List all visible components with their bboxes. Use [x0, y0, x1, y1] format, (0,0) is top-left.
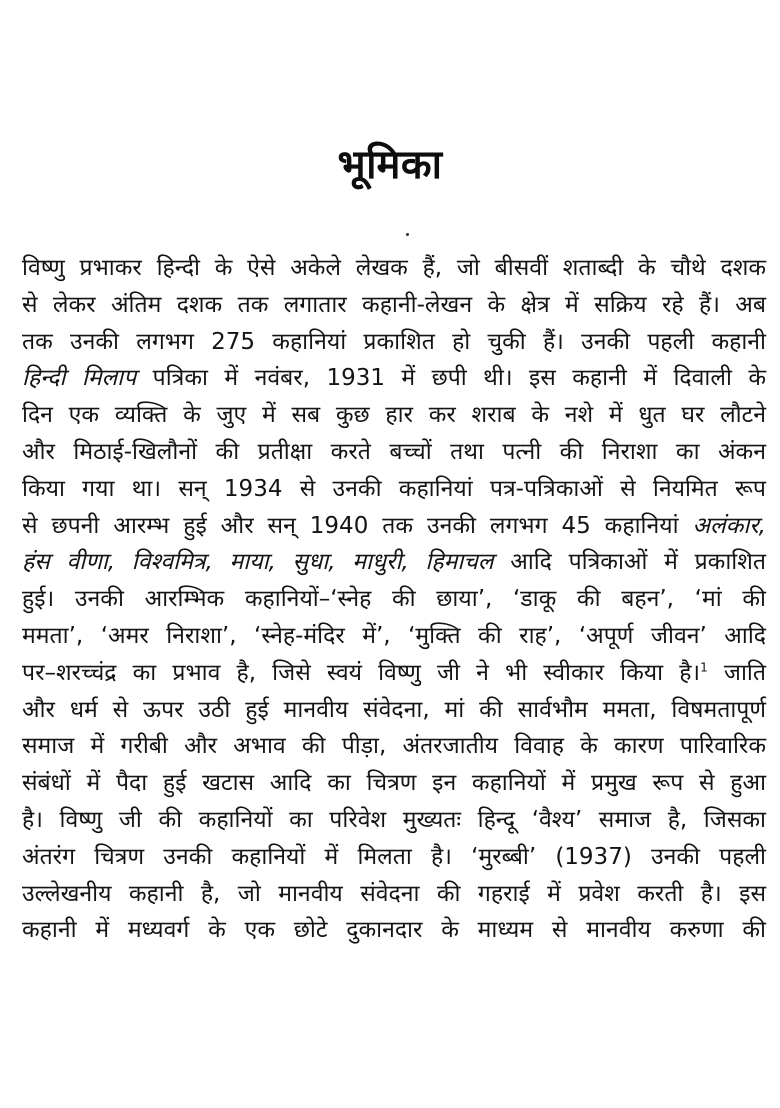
text-line	[22, 912, 766, 949]
text-line	[22, 839, 766, 876]
scan-speck	[406, 233, 409, 236]
text-segment: पत्रिका में नवंबर, 1931 में छपी थी। इस कहानी में दिवाली के	[136, 365, 767, 392]
text-line	[22, 250, 766, 287]
page-title: भूमिका	[337, 141, 443, 188]
text-segment: आदि पत्रिकाओं में प्रकाशित	[493, 549, 766, 576]
text-segment: अंतरंग चित्रण उनकी कहानियों में मिलता है। ‘मुरब्बी’ (1937) उनकी पहली	[22, 843, 766, 870]
text-segment: से लेकर अंतिम दशक तक लगातार कहानी-लेखन के क्षेत्र में सक्रिय रहे हैं। अब	[22, 291, 766, 318]
italic-title-text: हिन्दी मिलाप	[22, 365, 137, 392]
text-line	[22, 360, 766, 397]
text-segment: पर–शरच्चंद्र का प्रभाव है, जिसे स्वयं विष्णु जी ने भी स्वीकार किया है।	[22, 659, 701, 686]
text-segment: किया गया था। सन् 1934 से उनकी कहानियां पत्र-पत्रिकाओं से नियमित रूप	[22, 475, 766, 502]
text-line	[22, 544, 766, 581]
text-line	[22, 876, 766, 913]
text-segment: तक उनकी लगभग 275 कहानियां प्रकाशित हो चुकी हैं। उनकी पहली कहानी	[22, 328, 766, 355]
text-segment: जाति	[707, 659, 767, 686]
text-segment: है। विष्णु जी की कहानियों का परिवेश मुख्यतः हिन्दू ‘वैश्य’ समाज है, जिसका	[22, 806, 766, 833]
body-paragraph	[22, 250, 766, 949]
text-segment: विष्णु प्रभाकर हिन्दी के ऐसे अकेले लेखक हैं, जो बीसवीं शताब्दी के चौथे दशक	[22, 255, 766, 281]
text-segment: हुई। उनकी आरम्भिक कहानियों–‘स्नेह की छाया’, ‘डाकू की बहन’, ‘मां की	[22, 586, 766, 613]
text-segment: और धर्म से ऊपर उठी हुई मानवीय संवेदना, मां की सार्वभौम ममता, विषमतापूर्ण	[22, 696, 766, 723]
text-segment: उल्लेखनीय कहानी है, जो मानवीय संवेदना की गहराई में प्रवेश करती है। इस	[22, 880, 766, 907]
text-line	[22, 508, 766, 545]
text-line	[22, 397, 766, 434]
text-segment: कहानी में मध्यवर्ग के एक छोटे दुकानदार के माध्यम से मानवीय करुणा की	[22, 917, 766, 944]
text-line	[22, 287, 766, 324]
italic-title-text: हंस वीणा, विश्वमित्र, माया, सुधा, माधुरी, हिमाचल	[22, 549, 494, 576]
text-segment: ममता’, ‘अमर निराशा’, ‘स्नेह-मंदिर में’, ‘मुक्ति की राह’, ‘अपूर्ण जीवन’ आदि	[22, 622, 766, 649]
text-segment: से छपनी आरम्भ हुई और सन् 1940 तक उनकी लगभग 45 कहानियां	[22, 512, 693, 539]
text-line	[22, 471, 766, 508]
text-line	[22, 692, 766, 729]
text-line	[22, 618, 766, 655]
text-line	[22, 324, 766, 361]
text-line	[22, 802, 766, 839]
text-line	[22, 581, 766, 618]
text-segment: संबंधों में पैदा हुई खटास आदि का चित्रण इन कहानियों में प्रमुख रूप से हुआ	[22, 770, 766, 797]
italic-title-text: अलंकार,	[692, 512, 766, 539]
text-segment: और मिठाई-खिलौनों की प्रतीक्षा करते बच्चों तथा पत्नी की निराशा का अंकन	[22, 438, 766, 465]
text-line	[22, 728, 766, 765]
text-line	[22, 434, 766, 471]
text-line	[22, 655, 766, 692]
footnote-marker: 1	[700, 660, 708, 675]
text-line	[22, 765, 766, 802]
text-segment: समाज में गरीबी और अभाव की पीड़ा, अंतरजातीय विवाह के कारण पारिवारिक	[22, 733, 766, 760]
text-segment: दिन एक व्यक्ति के जुए में सब कुछ हार कर शराब के नशे में धुत घर लौटने	[22, 402, 766, 429]
